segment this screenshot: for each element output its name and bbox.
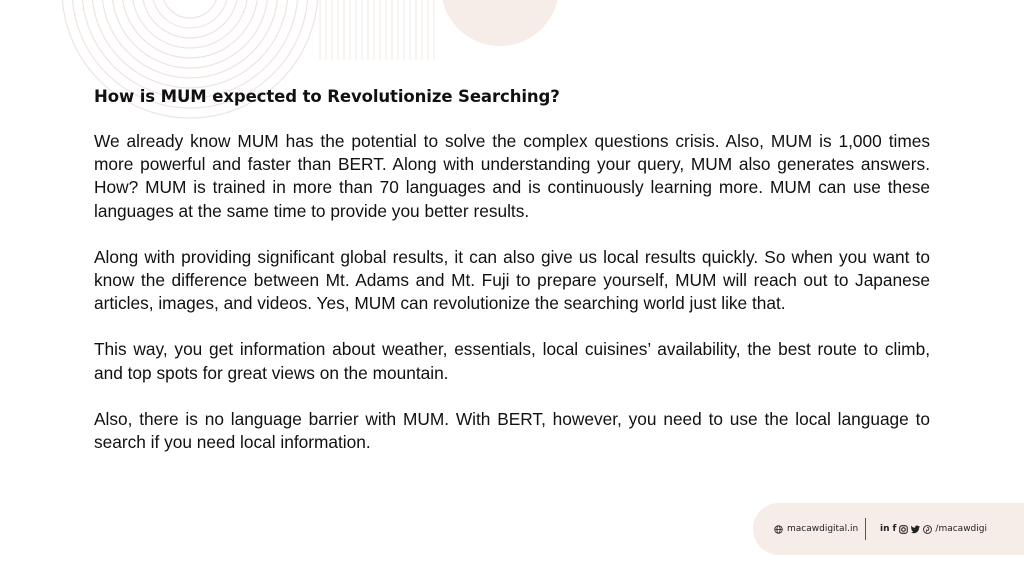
website-link[interactable]: macawdigital.in bbox=[787, 524, 859, 534]
article-paragraph-4: Also, there is no language barrier with MUM. With BERT, however, you need to use the local language to search if you need local information. bbox=[94, 408, 930, 453]
twitter-icon[interactable] bbox=[911, 525, 920, 534]
social-handle[interactable]: /macawdigi bbox=[935, 524, 987, 534]
article-paragraph-1: We already know MUM has the potential to solve the complex questions crisis. Also, MUM is 1,000 times more powerful and faster than BERT. Along with understanding your query, MUM also generates answers. How? MUM is trained in more than 70 languages and is continuously learning more. MUM can use these languages at the same time to provide you better results. bbox=[94, 131, 930, 221]
article bbox=[94, 86, 930, 477]
footer-social bbox=[880, 522, 987, 536]
facebook-icon[interactable]: f bbox=[892, 523, 897, 534]
decorative-lines bbox=[318, 0, 438, 60]
linkedin-icon[interactable]: in bbox=[880, 523, 890, 534]
instagram-icon[interactable] bbox=[899, 525, 908, 534]
decorative-circle bbox=[441, 0, 559, 46]
article-paragraph-2: Along with providing significant global results, it can also give us local results quickly. So when you want to know the difference between Mt. Adams and Mt. Fuji to prepare yourself, MUM will reach out to Japanese articles, images, and videos. Yes, MUM can revolutionize the searching world just like that. bbox=[94, 246, 930, 314]
article-heading: How is MUM expected to Revolutionize Searching? bbox=[94, 87, 560, 106]
footer-divider bbox=[865, 518, 866, 540]
globe-icon bbox=[774, 525, 783, 534]
footer-website[interactable] bbox=[774, 522, 858, 536]
article-paragraph-3: This way, you get information about weather, essentials, local cuisines’ availability, the best route to climb, and top spots for great views on the mountain. bbox=[94, 339, 930, 383]
pinterest-icon[interactable] bbox=[923, 525, 932, 534]
